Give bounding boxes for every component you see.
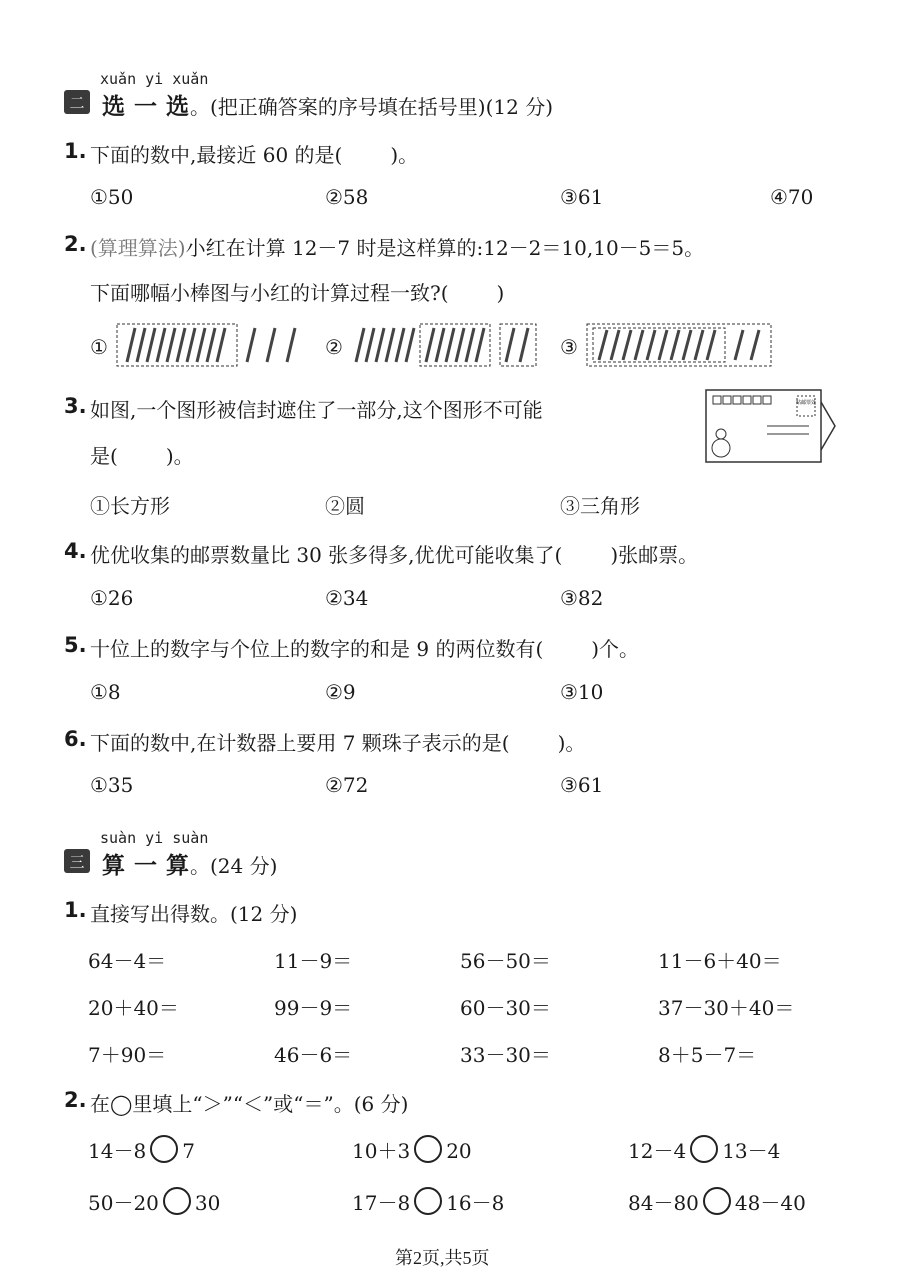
c1-number: 1. (64, 898, 87, 922)
calc-item[interactable]: 8＋5－7＝ (658, 1043, 757, 1067)
c1-text: 直接写出得数。(12 分) (90, 902, 298, 926)
calc-item[interactable]: 7＋90＝ (88, 1043, 167, 1067)
section3-title: 算一算 (102, 853, 198, 879)
q6-text-b: )。 (557, 731, 586, 755)
q3-number: 3. (64, 394, 87, 418)
compare-left: 14－8 (88, 1139, 147, 1163)
q2-stick-diagram-3[interactable] (585, 322, 775, 368)
q2-line2-b: ) (496, 281, 505, 305)
q3-option-1[interactable]: ①长方形 (90, 494, 170, 518)
q1-option-2[interactable]: ②58 (325, 185, 369, 209)
compare-circle[interactable] (163, 1187, 191, 1215)
compare-right: 30 (194, 1191, 221, 1215)
compare-right: 13－4 (722, 1139, 781, 1163)
page-footer: 第2页,共5页 (395, 1248, 490, 1268)
q5-number: 5. (64, 633, 87, 657)
q1-option-3[interactable]: ③61 (560, 185, 604, 209)
compare-left: 12－4 (628, 1139, 687, 1163)
compare-circle[interactable] (150, 1135, 178, 1163)
q2-option-2-label[interactable]: ② (325, 335, 343, 359)
section3-pinyin: suàn yi suàn (100, 829, 209, 847)
calc-item[interactable]: 99－9＝ (274, 996, 353, 1020)
q4-option-2[interactable]: ②34 (325, 586, 369, 610)
q4-option-1[interactable]: ①26 (90, 586, 134, 610)
q5-text-a: 十位上的数字与个位上的数字的和是 9 的两位数有( (90, 637, 544, 661)
q5-option-2[interactable]: ②9 (325, 680, 356, 704)
section2-title: 选一选 (102, 94, 198, 120)
q2-tag: (算理算法) (90, 236, 186, 260)
q6-text-a: 下面的数中,在计数器上要用 7 颗珠子表示的是( (90, 731, 510, 755)
q3-line2 (90, 440, 194, 469)
section2-number-badge: 二 (64, 90, 90, 114)
q6-number: 6. (64, 727, 87, 751)
compare-circle[interactable] (703, 1187, 731, 1215)
compare-right: 7 (182, 1139, 195, 1163)
q2-line1 (90, 232, 704, 261)
q1-number: 1. (64, 139, 87, 163)
q5-question (90, 633, 639, 662)
compare-item (628, 1187, 806, 1216)
q6-option-3[interactable]: ③61 (560, 773, 604, 797)
calc-item[interactable]: 33－30＝ (460, 1043, 551, 1067)
compare-circle[interactable] (414, 1135, 442, 1163)
q2-stick-diagram-1[interactable] (115, 322, 305, 368)
q2-option-3-label[interactable]: ③ (560, 335, 578, 359)
stamp-text: 贴邮票处 (795, 400, 817, 406)
c2-text: 在◯里填上“＞”“＜”或“＝”。(6 分) (90, 1092, 409, 1116)
compare-left: 50－20 (88, 1191, 159, 1215)
q4-text-a: 优优收集的邮票数量比 30 张多得多,优优可能收集了( (90, 543, 563, 567)
calc-item[interactable]: 20＋40＝ (88, 996, 179, 1020)
q4-number: 4. (64, 539, 87, 563)
compare-right: 20 (446, 1139, 472, 1163)
q2-option-1-label[interactable]: ① (90, 335, 108, 359)
compare-item (352, 1187, 504, 1216)
q4-text-b: )张邮票。 (610, 543, 699, 567)
compare-item (88, 1135, 195, 1164)
q2-number: 2. (64, 232, 87, 256)
q2-text: 小红在计算 12－7 时是这样算的:12－2＝10,10－5＝5。 (185, 236, 705, 260)
envelope-figure (705, 388, 835, 464)
q2-stick-diagram-2[interactable] (350, 322, 540, 368)
compare-left: 10＋3 (352, 1139, 411, 1163)
q6-option-2[interactable]: ②72 (325, 773, 369, 797)
q1-text-a: 下面的数中,最接近 60 的是( (90, 143, 343, 167)
calc-item[interactable]: 11－9＝ (274, 949, 353, 973)
compare-left: 17－8 (352, 1191, 411, 1215)
compare-right: 16－8 (446, 1191, 505, 1215)
compare-item (88, 1187, 220, 1216)
q1-text-b: )。 (390, 143, 419, 167)
section3-number-badge: 三 (64, 849, 90, 873)
q6-question (90, 727, 585, 756)
q3-text: 如图,一个图形被信封遮住了一部分,这个图形不可能 (90, 398, 543, 422)
compare-right: 48－40 (734, 1191, 806, 1215)
q1-option-4[interactable]: ④70 (770, 185, 814, 209)
calc-item[interactable]: 46－6＝ (274, 1043, 353, 1067)
q3-option-2[interactable]: ②圆 (325, 494, 365, 518)
q3-option-3[interactable]: ③三角形 (560, 494, 640, 518)
sticks-group-1 (127, 328, 295, 362)
section3-note: 。(24 分) (190, 854, 278, 878)
q5-option-1[interactable]: ①8 (90, 680, 121, 704)
compare-left: 84－80 (628, 1191, 699, 1215)
q3-line2-a: 是( (90, 444, 118, 468)
c2-number: 2. (64, 1088, 87, 1112)
calc-item[interactable]: 60－30＝ (460, 996, 551, 1020)
calc-item[interactable]: 64－4＝ (88, 949, 167, 973)
calc-item[interactable]: 11－6＋40＝ (658, 949, 782, 973)
compare-circle[interactable] (414, 1187, 442, 1215)
calc-item[interactable]: 37－30＋40＝ (658, 996, 795, 1020)
compare-circle[interactable] (690, 1135, 718, 1163)
section2-pinyin: xuǎn yi xuǎn (100, 70, 209, 88)
q2-line2-a: 下面哪幅小棒图与小红的计算过程一致?( (90, 281, 449, 305)
q2-line2 (90, 277, 504, 306)
q5-text-b: )个。 (591, 637, 640, 661)
compare-item (628, 1135, 780, 1164)
calc-item[interactable]: 56－50＝ (460, 949, 551, 973)
q1-option-1[interactable]: ①50 (90, 185, 134, 209)
q4-question (90, 539, 698, 568)
section2-note: 。(把正确答案的序号填在括号里)(12 分) (190, 95, 554, 119)
q3-line2-b: )。 (165, 444, 194, 468)
q4-option-3[interactable]: ③82 (560, 586, 604, 610)
q1-question (90, 139, 418, 168)
q5-option-3[interactable]: ③10 (560, 680, 604, 704)
compare-item (352, 1135, 472, 1164)
q6-option-1[interactable]: ①35 (90, 773, 134, 797)
